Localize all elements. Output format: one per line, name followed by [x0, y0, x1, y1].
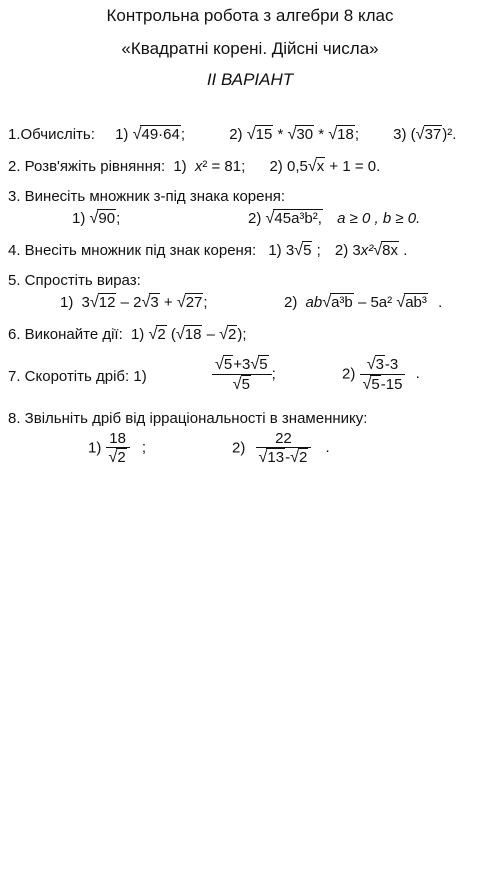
task-5-item-1-num: 1) [60, 294, 74, 311]
sqrt-3: √3 [141, 293, 159, 311]
task-4-item-2-end: . [403, 242, 408, 259]
task-5-item-2-num: 2) [284, 294, 298, 311]
fraction-2 [360, 355, 406, 394]
task-3-item-1-num: 1) [72, 210, 86, 227]
task-7-item-1-end: ; [271, 365, 276, 383]
fraction-3-numerator: 18 [109, 430, 126, 447]
multiply-sign: * [277, 126, 284, 143]
task-6 [8, 325, 247, 344]
sqrt-49-64: √49·64 [132, 125, 180, 143]
task-5-item-2 [284, 293, 442, 312]
sqrt-18: √18 [175, 325, 202, 343]
fraction-2-numerator: √3-3 [366, 355, 399, 373]
task-8-item-1-end: ; [141, 439, 147, 457]
fraction-2-denominator: √5-15 [360, 374, 406, 394]
sqrt-2: √2 [219, 325, 237, 343]
task-2-label: 2. Розв'яжіть рівняння: [8, 158, 166, 175]
task-7-fraction-2 [342, 355, 420, 394]
equation-1-var: x [194, 158, 203, 175]
task-5-label: 5. Спростіть вираз: [8, 272, 141, 289]
task-1-item-1-end: ; [180, 126, 186, 143]
task-8-item-1-num: 1) [88, 439, 102, 457]
sqrt-12: √12 [89, 293, 116, 311]
task-7-fraction-1 [212, 355, 276, 394]
sqrt-37: √37 [415, 125, 442, 143]
task-5-item-1 [60, 293, 208, 312]
task-3-item-1 [72, 209, 120, 228]
sqrt-15: √15 [246, 125, 273, 143]
task-8-fraction-2 [232, 430, 330, 467]
task-4 [8, 241, 407, 260]
fraction-4-denominator: √13-√2 [256, 447, 312, 467]
fraction-1-numerator: √5+3√5 [215, 355, 268, 373]
sqrt-5: √5 [294, 241, 312, 259]
task-3-item-2 [248, 209, 420, 228]
sqrt-ab3: √ab³ [396, 293, 427, 311]
minus-2: – 2 [120, 294, 142, 311]
sqrt-x: √x [307, 157, 325, 175]
task-4-item-1-num: 1) 3 [268, 242, 295, 259]
sqrt-8x: √8x [373, 241, 399, 259]
worksheet-title: Контрольна робота з алгебри 8 клас [106, 6, 394, 25]
sqrt-27: √27 [176, 293, 203, 311]
task-6-item-1-num: 1) [130, 326, 145, 343]
task-1-item-3-num: 3) ( [393, 126, 416, 143]
task-1-item-1-num: 1) [115, 126, 129, 143]
task-1-item-3-end: )². [442, 126, 457, 143]
open-paren: ( [170, 326, 176, 343]
sqrt-90: √90 [89, 209, 116, 227]
sqrt-2: √2 [148, 325, 166, 343]
task-8-fraction-1 [88, 430, 146, 467]
task-4-label: 4. Внесіть множник під знак кореня: [8, 242, 257, 259]
task-5-item-1-end: ; [203, 294, 208, 311]
task-3-item-1-end: ; [116, 210, 121, 227]
task-3-item-2-num: 2) [248, 210, 262, 227]
task-5-item-2-end: . [438, 294, 443, 311]
task-2 [8, 157, 380, 176]
task-7-item-2-num: 2) [342, 365, 356, 383]
task-4-item-1-end: ; [316, 242, 321, 259]
fraction-1 [212, 355, 272, 394]
task-7-label: 7. Скоротіть дріб: 1) [8, 368, 147, 385]
task-4-item-2-num: 2) 3 [334, 242, 361, 259]
minus-5a2: – 5a² [357, 294, 393, 311]
task-1-item-2-end: ; [354, 126, 359, 143]
coef-ab: ab [305, 294, 323, 311]
task-8-label: 8. Звільніть дріб від ірраціональності в знаменнику: [8, 410, 368, 427]
task-8-item-2-end: . [325, 439, 330, 457]
coef-3: 3 [81, 294, 90, 311]
close-paren: ); [237, 326, 247, 343]
sqrt-a3b: √a³b [322, 293, 353, 311]
task-3-label: 3. Винесіть множник з-під знака кореня: [8, 188, 286, 205]
equation-1-rest: ² = 81; [202, 158, 246, 175]
task-6-label: 6. Виконайте дії: [8, 326, 123, 343]
task-4-var: x² [360, 242, 374, 259]
task-7-item-2-end: . [415, 365, 420, 383]
sqrt-30: √30 [287, 125, 314, 143]
fraction-3 [106, 430, 130, 467]
plus-sign: + [163, 294, 173, 311]
fraction-1-denominator: √5 [212, 374, 272, 394]
sqrt-45a3b2: √45a³b², [265, 209, 322, 227]
fraction-4-numerator: 22 [275, 430, 292, 447]
equation-2-rest: + 1 = 0. [329, 158, 381, 175]
task-1-item-2-num: 2) [229, 126, 243, 143]
task-2-item-2-num: 2) 0,5 [269, 158, 308, 175]
variant-label: ІІ ВАРІАНТ [206, 70, 294, 89]
task-1-label: 1.Обчисліть: [8, 126, 95, 143]
fraction-3-denominator: √2 [106, 447, 130, 467]
worksheet-topic: «Квадратні корені. Дійсні числа» [121, 39, 379, 58]
task-2-item-1-num: 1) [173, 158, 187, 175]
fraction-4 [256, 430, 312, 467]
task-3-condition: a ≥ 0 , b ≥ 0. [337, 210, 421, 227]
task-8-item-2-num: 2) [232, 439, 246, 457]
multiply-sign: * [318, 126, 325, 143]
sqrt-18: √18 [328, 125, 354, 143]
minus-sign: – [206, 326, 215, 343]
task-1 [8, 125, 456, 144]
